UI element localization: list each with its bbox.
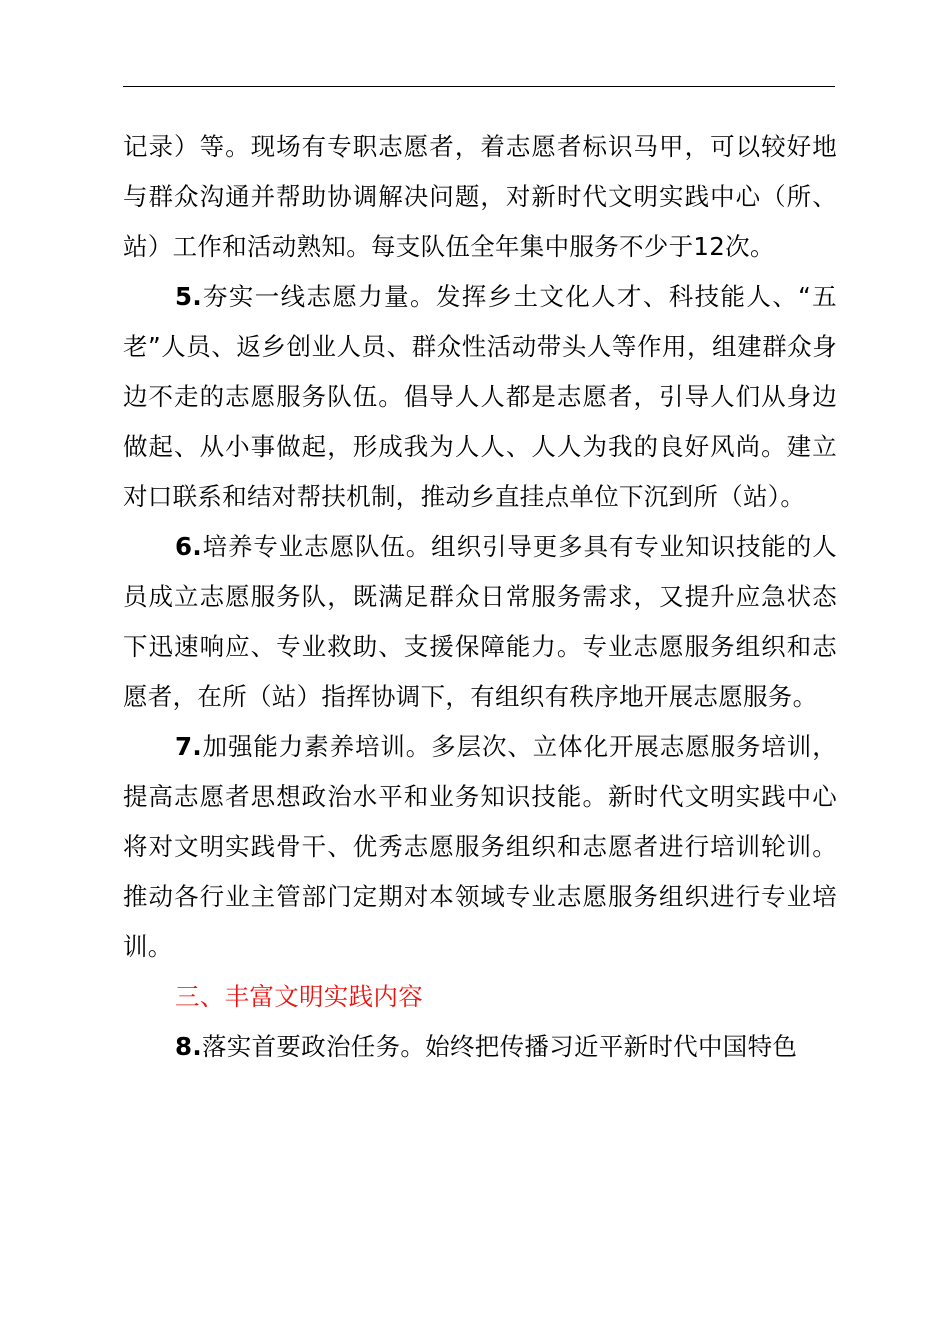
paragraph-text: 落实首要政治任务。始终把传播习近平新时代中国特色: [201, 1032, 798, 1061]
section-heading: 三、丰富文明实践内容: [175, 982, 423, 1011]
paragraph-7: [123, 722, 837, 972]
paragraph-5: [123, 272, 837, 522]
paragraph-text: 记录）等。现场有专职志愿者，着志愿者标识马甲，可以较好地与群众沟通并帮助协调解决问题，对新时代文明实践中心（所、站）工作和活动熟知。每支队伍全年集中服务不少于12次。: [123, 132, 837, 261]
paragraph-number: 6.: [175, 532, 202, 561]
paragraph-number: 5.: [175, 282, 202, 311]
paragraph-continuation: [123, 122, 837, 272]
paragraph-6: [123, 522, 837, 722]
paragraph-text: 夯实一线志愿力量。发挥乡土文化人才、科技能人、“五老”人员、返乡创业人员、群众性活动带头人等作用，组建群众身边不走的志愿服务队伍。倡导人人都是志愿者，引导人们从身边做起、从小事做起，形成我为人人、人人为我的良好风尚。建立对口联系和结对帮扶机制，推动乡直挂点单位下沉到所（站）。: [123, 282, 837, 511]
paragraph-text: 培养专业志愿队伍。组织引导更多具有专业知识技能的人员成立志愿服务队，既满足群众日常服务需求，又提升应急状态下迅速响应、专业救助、支援保障能力。专业志愿服务组织和志愿者，在所（站）指挥协调下，有组织有秩序地开展志愿服务。: [123, 532, 837, 711]
paragraph-8: [123, 1022, 837, 1072]
paragraph-number: 7.: [175, 732, 202, 761]
document-body: [123, 122, 837, 1072]
paragraph-text: 加强能力素养培训。多层次、立体化开展志愿服务培训，提高志愿者思想政治水平和业务知识技能。新时代文明实践中心将对文明实践骨干、优秀志愿服务组织和志愿者进行培训轮训。推动各行业主管部门定期对本领域专业志愿服务组织进行专业培训。: [123, 732, 837, 961]
paragraph-number: 8.: [175, 1032, 202, 1061]
header-rule: [123, 86, 835, 87]
